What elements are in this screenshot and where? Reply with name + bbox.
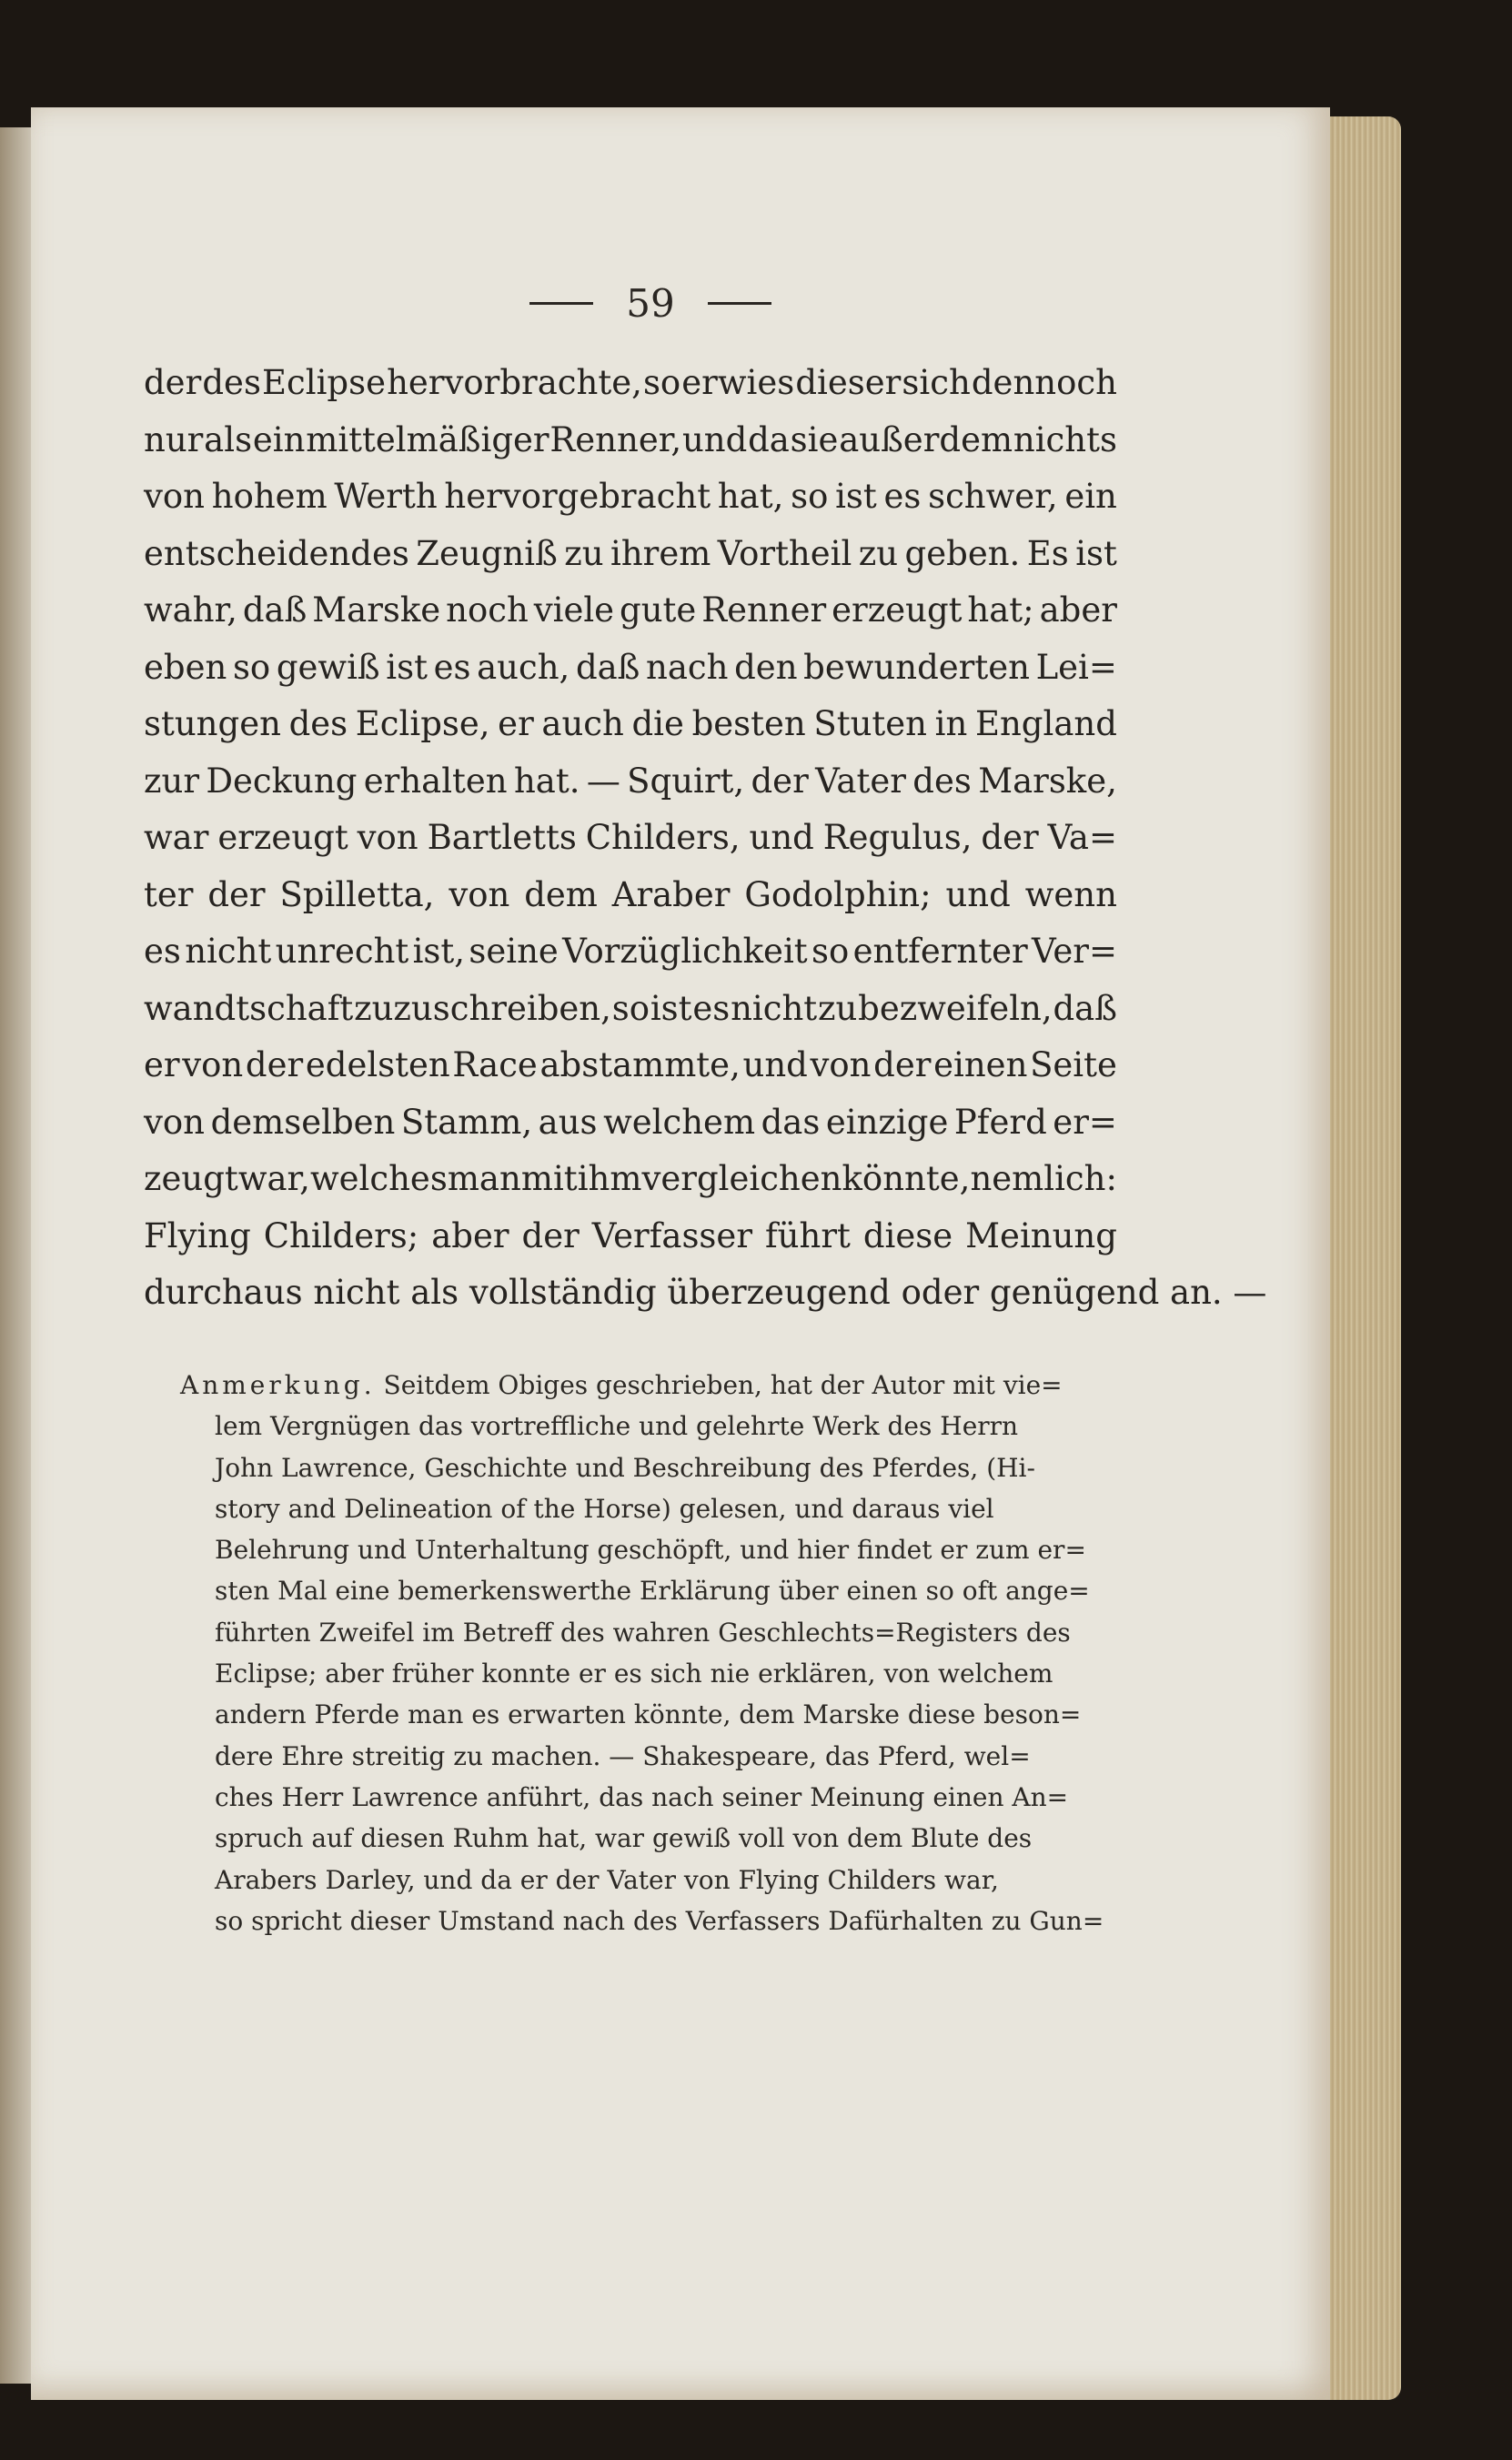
word: von	[810, 1045, 872, 1084]
word: Vater	[815, 761, 906, 801]
footnote-line: ches Herr Lawrence anführt, das nach seiner Meinung einen An=	[215, 1781, 1069, 1812]
word: Renner	[701, 590, 827, 630]
text-line	[144, 582, 1117, 640]
word: erzeugt	[832, 590, 963, 630]
word: es	[144, 932, 181, 971]
footnote	[144, 1365, 1117, 1941]
word: Araber	[611, 874, 731, 914]
word: dennoch	[971, 363, 1117, 402]
text-line	[144, 1037, 1117, 1094]
word: dem	[524, 874, 598, 914]
word: von	[144, 477, 206, 516]
word: des	[288, 704, 348, 743]
word: wahr,	[144, 590, 237, 630]
word: ter	[144, 874, 194, 914]
word: führt	[764, 1215, 851, 1255]
word: ist	[835, 477, 877, 516]
page-number: 59	[626, 280, 675, 326]
word: daß	[1053, 988, 1117, 1028]
footnote-line: andern Pferde man es erwarten könnte, dem Marske diese beson=	[215, 1699, 1082, 1730]
word: war,	[237, 1159, 310, 1198]
word: von	[144, 1102, 206, 1142]
word: und	[945, 874, 1011, 914]
word: mittelmäßiger	[306, 419, 549, 459]
word: nicht	[731, 988, 818, 1028]
word: der	[751, 761, 809, 801]
text-line	[144, 867, 1117, 924]
word: der	[873, 1045, 932, 1084]
word: des	[912, 761, 972, 801]
main-text	[144, 355, 1267, 1322]
text-line	[144, 696, 1117, 753]
word: welches	[309, 1159, 448, 1198]
text-line: durchaus nicht als vollständig überzeugend oder genügend an. —	[144, 1273, 1267, 1312]
word: als	[204, 419, 253, 459]
word: zuzuschreiben,	[354, 988, 611, 1028]
word: hat.	[513, 761, 580, 801]
word: sich	[902, 363, 971, 402]
word: daß	[575, 647, 640, 687]
word: hervorbrachte,	[387, 363, 642, 402]
word: von	[449, 874, 510, 914]
word: und	[742, 1045, 808, 1084]
word: nichts	[1013, 419, 1117, 459]
word: zu	[564, 533, 604, 573]
page-edges	[1319, 116, 1401, 2400]
word: Va=	[1047, 818, 1117, 857]
word: Ver=	[1032, 932, 1117, 971]
word: Eclipse,	[355, 704, 490, 743]
word: so	[811, 932, 850, 971]
word: hohem	[211, 477, 328, 516]
word: Seite	[1030, 1045, 1117, 1084]
word: es	[692, 988, 731, 1028]
text-line	[144, 1208, 1117, 1265]
word: zu	[817, 988, 858, 1028]
footnote-line: sten Mal eine bemerkenswerthe Erklärung über einen so oft ange=	[215, 1576, 1090, 1607]
word: so	[232, 647, 271, 687]
word: zur	[144, 761, 200, 801]
word: Vorzüglichkeit	[562, 932, 808, 971]
word: es	[883, 477, 922, 516]
word: außerdem	[839, 419, 1013, 459]
footnote-line: spruch auf diesen Ruhm hat, war gewiß voll von dem Blute des	[215, 1823, 1033, 1854]
text-line	[144, 1094, 1117, 1152]
word: Verfasser	[591, 1215, 753, 1255]
word: welchem	[603, 1102, 756, 1142]
word: bezweifeln,	[858, 988, 1053, 1028]
word: stungen	[144, 704, 281, 743]
text-line	[144, 753, 1117, 811]
word: ist	[1075, 533, 1117, 573]
footnote-line: Arabers Darley, und da er der Vater von Flying Childers war,	[215, 1864, 999, 1895]
word: Bartletts	[427, 818, 577, 857]
word: nur	[144, 419, 204, 459]
word: Zeugniß	[416, 533, 558, 573]
text-line	[144, 640, 1117, 697]
word: Lei=	[1035, 647, 1117, 687]
word: von	[357, 818, 418, 857]
word: Race	[452, 1045, 538, 1084]
word: erzeugt	[217, 818, 348, 857]
word: nemlich:	[970, 1159, 1117, 1198]
word: viele	[533, 590, 615, 630]
word: Pferd	[953, 1102, 1047, 1142]
word: einzige	[825, 1102, 949, 1142]
footnote-line: John Lawrence, Geschichte und Beschreibung des Pferdes, (Hi-	[215, 1452, 1035, 1483]
word: unrecht	[275, 932, 409, 971]
word: aber	[1039, 590, 1117, 630]
text-line	[144, 1151, 1117, 1208]
footnote-label: Anmerkung.	[180, 1370, 376, 1400]
word: Regulus,	[822, 818, 973, 857]
word: entscheidendes	[144, 533, 409, 573]
footnote-line: lem Vergnügen das vortreffliche und gelehrte Werk des Herrn	[215, 1411, 1019, 1442]
word: ist	[386, 647, 428, 687]
word: ist,	[412, 932, 466, 971]
word: Flying	[144, 1215, 251, 1255]
text-line	[144, 412, 1117, 469]
word: Childers;	[263, 1215, 419, 1255]
word: geben.	[904, 533, 1021, 573]
word: Marske,	[978, 761, 1117, 801]
word: hervorgebracht	[444, 477, 711, 516]
word: auch,	[477, 647, 570, 687]
word: es	[433, 647, 471, 687]
word: schwer,	[928, 477, 1058, 516]
word: besten	[691, 704, 806, 743]
text-line	[144, 526, 1117, 583]
word: der	[521, 1215, 580, 1255]
word: der	[981, 818, 1039, 857]
word: ein	[252, 419, 306, 459]
word: aus	[538, 1102, 598, 1142]
word: Squirt,	[627, 761, 745, 801]
text-line	[144, 981, 1117, 1038]
word: vergleichen	[641, 1159, 842, 1198]
word: von	[182, 1045, 244, 1084]
word: war	[144, 818, 209, 857]
word: dieser	[795, 363, 902, 402]
footnote-lines	[144, 1406, 1117, 1941]
word: erhalten	[363, 761, 508, 801]
word: Es	[1026, 533, 1069, 573]
word: zeugt	[144, 1159, 238, 1198]
footnote-line: führten Zweifel im Betreff des wahren Geschlechts=Registers des	[215, 1617, 1071, 1648]
word: der	[245, 1045, 304, 1084]
word: nach	[646, 647, 729, 687]
word: den	[734, 647, 798, 687]
word: eben	[144, 647, 227, 687]
word: aber	[431, 1215, 509, 1255]
word: diese	[862, 1215, 953, 1255]
word: des	[202, 363, 261, 402]
word: demselben	[210, 1102, 396, 1142]
word: Stamm,	[400, 1102, 533, 1142]
word: Meinung	[965, 1215, 1117, 1255]
word: auch	[541, 704, 624, 743]
word: ihrem	[610, 533, 711, 573]
word: Eclipse	[262, 363, 386, 402]
text-line	[144, 355, 1117, 412]
word: hat,	[717, 477, 784, 516]
word: zu	[858, 533, 899, 573]
word: der	[207, 874, 266, 914]
word: er	[144, 1045, 180, 1084]
header-dash-left	[529, 302, 593, 305]
word: man	[447, 1159, 521, 1198]
word: er	[498, 704, 534, 743]
word: Renner,	[549, 419, 682, 459]
footnote-line: dere Ehre streitig zu machen. — Shakespeare, das Pferd, wel=	[215, 1740, 1031, 1771]
footnote-first-text: Seitdem Obiges geschrieben, hat der Autor mit vie=	[383, 1370, 1063, 1400]
word: gute	[620, 590, 697, 630]
footnote-line: Belehrung und Unterhaltung geschöpft, und hier findet er zum er=	[215, 1535, 1086, 1566]
word: wandtschaft	[144, 988, 354, 1028]
word: einen	[933, 1045, 1028, 1084]
word: und	[681, 419, 748, 459]
word: ein	[1064, 477, 1117, 516]
word: erwies	[681, 363, 795, 402]
word: —	[586, 761, 620, 801]
word: er=	[1053, 1102, 1117, 1142]
word: ihm	[577, 1159, 642, 1198]
word: hat;	[967, 590, 1034, 630]
word: seine	[469, 932, 559, 971]
word: nicht	[185, 932, 272, 971]
word: Spilletta,	[279, 874, 435, 914]
word: Deckung	[206, 761, 358, 801]
word: noch	[446, 590, 529, 630]
word: Vortheil	[717, 533, 852, 573]
word: so	[642, 363, 681, 402]
word: so	[611, 988, 650, 1028]
word: ist	[650, 988, 692, 1028]
footnote-line: Eclipse; aber früher konnte er es sich nie erklären, von welchem	[215, 1658, 1053, 1689]
word: mit	[520, 1159, 578, 1198]
word: bewunderten	[803, 647, 1030, 687]
word: gewiß	[276, 647, 380, 687]
word: die	[631, 704, 684, 743]
word: Werth	[334, 477, 438, 516]
word: edelsten	[305, 1045, 450, 1084]
text-line	[144, 810, 1117, 867]
word: der	[144, 363, 202, 402]
word: entfernter	[852, 932, 1028, 971]
header-dash-right	[708, 302, 771, 305]
word: England	[974, 704, 1117, 743]
footnote-first-line	[144, 1365, 1117, 1406]
word: daß	[242, 590, 307, 630]
word: Childers,	[585, 818, 741, 857]
footnote-line: story and Delineation of the Horse) gelesen, und daraus viel	[215, 1493, 994, 1524]
word: Stuten	[813, 704, 928, 743]
word: Godolphin;	[744, 874, 932, 914]
word: und	[749, 818, 814, 857]
word: könnte,	[842, 1159, 971, 1198]
word: da	[748, 419, 790, 459]
word: wenn	[1024, 874, 1117, 914]
page-header	[469, 271, 832, 335]
text-line	[144, 469, 1117, 526]
word: in	[934, 704, 968, 743]
word: Marske	[312, 590, 441, 630]
word: so	[791, 477, 829, 516]
word: das	[761, 1102, 821, 1142]
word: sie	[790, 419, 839, 459]
footnote-line: so spricht dieser Umstand nach des Verfassers Dafürhalten zu Gun=	[215, 1905, 1104, 1936]
text-line	[144, 923, 1117, 981]
word: abstammte,	[539, 1045, 741, 1084]
